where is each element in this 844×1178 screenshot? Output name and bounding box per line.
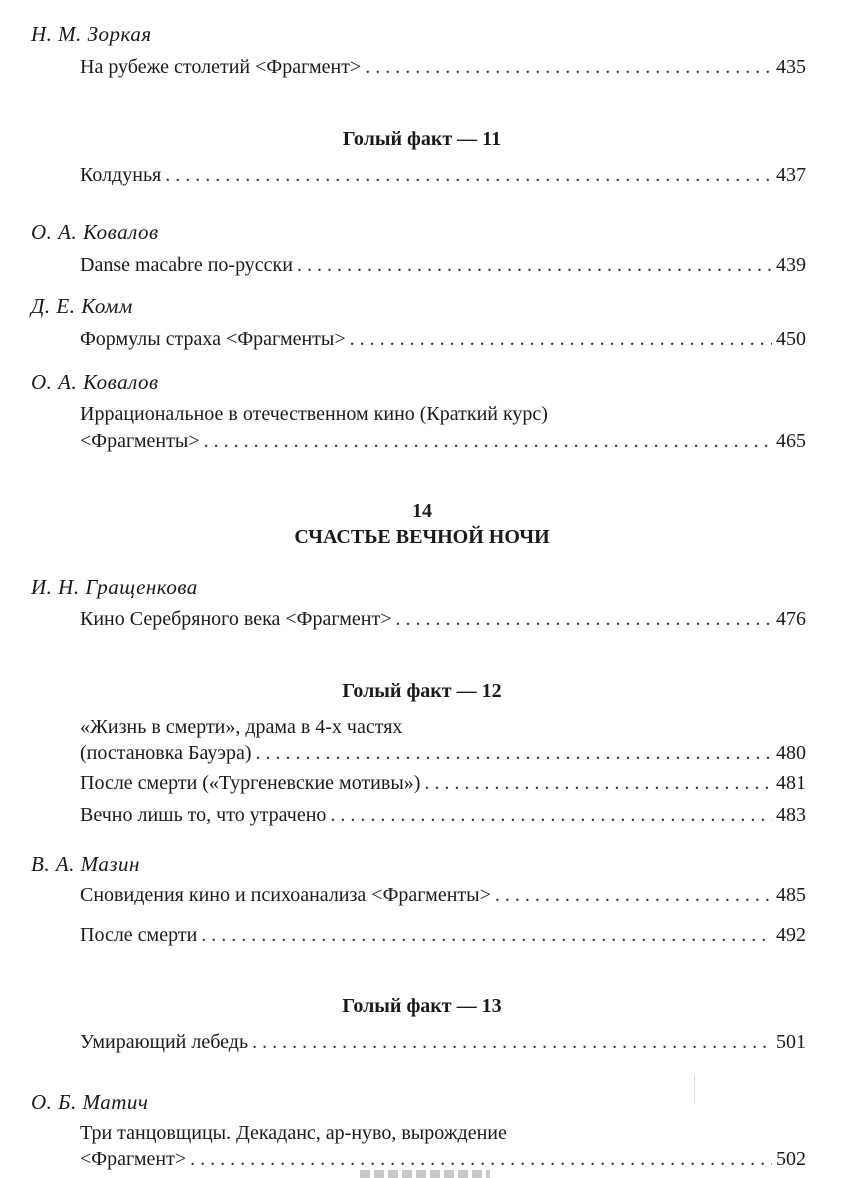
dot-leader — [365, 56, 772, 79]
dot-leader — [424, 772, 772, 795]
toc-entry-title: Кино Серебряного века <Фрагмент> — [80, 608, 392, 630]
toc-page-number: 485 — [776, 884, 806, 906]
toc-entry[interactable] — [80, 742, 806, 765]
toc-entry[interactable] — [80, 924, 806, 947]
toc-entry[interactable] — [80, 772, 806, 795]
toc-page-number: 439 — [776, 254, 806, 276]
toc-entry-title-line: «Жизнь в смерти», драма в 4-х частях — [80, 716, 403, 738]
toc-entry[interactable] — [80, 328, 806, 351]
toc-author: О. Б. Матич — [31, 1090, 149, 1114]
toc-page-number: 450 — [776, 328, 806, 350]
toc-page-number: 476 — [776, 608, 806, 630]
toc-entry[interactable] — [80, 804, 806, 827]
toc-entry-title: Вечно лишь то, что утрачено — [80, 804, 327, 826]
toc-section-heading: Голый факт — 11 — [342, 128, 502, 150]
toc-entry[interactable] — [80, 608, 806, 631]
dot-leader — [350, 328, 772, 351]
toc-section-heading: Голый факт — 13 — [342, 995, 502, 1017]
toc-page-number: 465 — [776, 430, 806, 452]
toc-entry-title: Формулы страха <Фрагменты> — [80, 328, 346, 350]
toc-page-number: 502 — [776, 1148, 806, 1170]
toc-entry[interactable] — [80, 884, 806, 907]
toc-entry-title: Сновидения кино и психоанализа <Фрагменты> — [80, 884, 491, 906]
toc-page-number: 435 — [776, 56, 806, 78]
toc-entry-title: После смерти — [80, 924, 198, 946]
toc-entry-title: На рубеже столетий <Фрагмент> — [80, 56, 362, 78]
dot-leader — [297, 254, 772, 277]
toc-entry-title: <Фрагменты> — [80, 430, 200, 452]
dot-leader — [165, 164, 772, 187]
dot-leader — [495, 884, 772, 907]
dot-leader — [396, 608, 772, 631]
toc-page-number: 501 — [776, 1031, 806, 1053]
toc-page-number: 481 — [776, 772, 806, 794]
toc-section-heading: Голый факт — 12 — [342, 680, 502, 702]
toc-author: О. А. Ковалов — [31, 370, 159, 394]
toc-entry-title: (постановка Бауэра) — [80, 742, 252, 764]
toc-page-number: 483 — [776, 804, 806, 826]
toc-entry[interactable] — [80, 1031, 806, 1054]
toc-author: Д. Е. Комм — [31, 294, 133, 318]
scan-mark — [694, 1075, 695, 1103]
toc-section-heading: 14 — [412, 500, 432, 522]
toc-entry-title: Danse macabre по-русски — [80, 254, 293, 276]
toc-author: В. А. Мазин — [31, 852, 140, 876]
toc-author: Н. М. Зоркая — [31, 22, 152, 46]
toc-entry-title: Умирающий лебедь — [80, 1031, 249, 1053]
toc-entry-title: <Фрагмент> — [80, 1148, 187, 1170]
toc-entry[interactable] — [80, 254, 806, 277]
toc-author: И. Н. Гращенкова — [31, 575, 198, 599]
toc-entry[interactable] — [80, 1148, 806, 1171]
toc-page-number: 437 — [776, 164, 806, 186]
toc-entry[interactable] — [80, 164, 806, 187]
toc-section-heading: СЧАСТЬЕ ВЕЧНОЙ НОЧИ — [294, 526, 550, 548]
dot-leader — [252, 1031, 772, 1054]
dot-leader — [330, 804, 772, 827]
toc-entry-title-line: Три танцовщицы. Декаданс, ар-нуво, вырождение — [80, 1122, 507, 1144]
toc-entry-title: После смерти («Тургеневские мотивы») — [80, 772, 421, 794]
toc-entry[interactable] — [80, 430, 806, 453]
dot-leader — [256, 742, 772, 765]
dot-leader — [201, 924, 772, 947]
dot-leader — [204, 430, 772, 453]
toc-entry-title-line: Иррациональное в отечественном кино (Краткий курс) — [80, 403, 548, 425]
cut-off-heading-fragment — [360, 1170, 490, 1178]
dot-leader — [190, 1148, 772, 1171]
toc-entry-title: Колдунья — [80, 164, 162, 186]
toc-page-number: 480 — [776, 742, 806, 764]
toc-entry[interactable] — [80, 56, 806, 79]
toc-author: О. А. Ковалов — [31, 220, 159, 244]
toc-page-number: 492 — [776, 924, 806, 946]
